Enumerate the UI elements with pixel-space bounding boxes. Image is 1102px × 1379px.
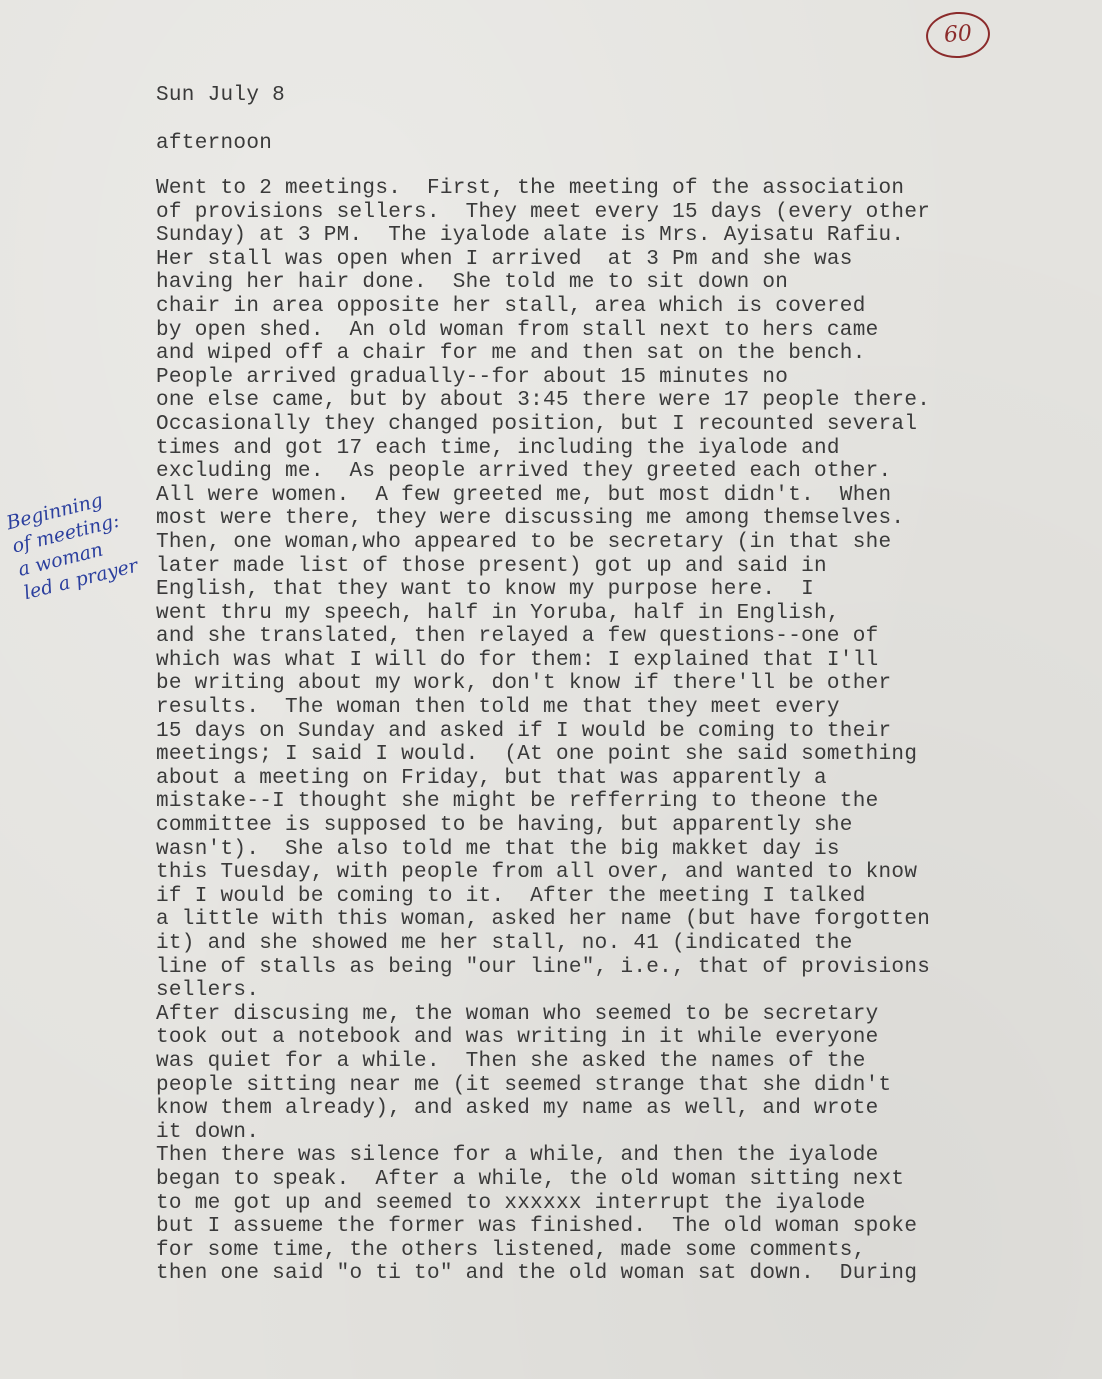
body-line: took out a notebook and was writing in it while everyone bbox=[156, 1026, 879, 1050]
body-line: After discusing me, the woman who seemed to be secretary bbox=[156, 1002, 879, 1026]
body-line: meetings; I said I would. (At one point she said something bbox=[156, 743, 918, 767]
body-line: All were women. A few greeted me, but most didn't. When bbox=[156, 483, 892, 507]
body-line: excluding me. As people arrived they greeted each other. bbox=[156, 460, 892, 484]
body-line: one else came, but by about 3:45 there were 17 people there. bbox=[156, 389, 931, 413]
body-line: a little with this woman, asked her name (but have forgotten bbox=[156, 908, 931, 932]
body-line: of provisions sellers. They meet every 15 days (every other bbox=[156, 200, 931, 224]
handwritten-margin-note: Beginning of meeting: a woman led a prayer bbox=[4, 489, 141, 605]
page-number-circle: 60 bbox=[924, 10, 991, 60]
body-line: People arrived gradually--for about 15 minutes no bbox=[156, 365, 789, 389]
entry-time-of-day: afternoon bbox=[156, 132, 273, 155]
body-line: 15 days on Sunday and asked if I would be coming to their bbox=[156, 719, 892, 743]
body-line: but I assueme the former was finished. The old woman spoke bbox=[156, 1215, 918, 1239]
body-line: mistake--I thought she might be refferring to theone the bbox=[156, 790, 879, 814]
body-line: about a meeting on Friday, but that was apparently a bbox=[156, 766, 827, 790]
body-line: line of stalls as being "our line", i.e., that of provisions bbox=[156, 955, 931, 979]
body-line: most were there, they were discussing me among themselves. bbox=[156, 507, 905, 531]
body-line: by open shed. An old woman from stall next to hers came bbox=[156, 318, 879, 342]
body-line: results. The woman then told me that they meet every bbox=[156, 696, 840, 720]
body-line: which was what I will do for them: I explained that I'll bbox=[156, 648, 879, 672]
body-line: this Tuesday, with people from all over, and wanted to know bbox=[156, 861, 918, 885]
body-line: and wiped off a chair for me and then sat on the bench. bbox=[156, 342, 866, 366]
body-line: know them already), and asked my name as well, and wrote bbox=[156, 1097, 879, 1121]
body-line: Went to 2 meetings. First, the meeting of the association bbox=[156, 177, 905, 200]
body-line: people sitting near me (it seemed strange that she didn't bbox=[156, 1073, 892, 1097]
body-line: Then, one woman,who appeared to be secretary (in that she bbox=[156, 530, 892, 554]
body-line: then one said "o ti to" and the old woman sat down. During bbox=[156, 1262, 918, 1286]
body-line: sellers. bbox=[156, 979, 260, 1003]
body-line: chair in area opposite her stall, area which is covered bbox=[156, 294, 866, 318]
body-line: times and got 17 each time, including the iyalode and bbox=[156, 436, 840, 460]
body-line: went thru my speech, half in Yoruba, half in English, bbox=[156, 601, 840, 625]
body-line: later made list of those present) got up and said in bbox=[156, 554, 827, 578]
body-line: having her hair done. She told me to sit down on bbox=[156, 271, 789, 295]
body-line: Occasionally they changed position, but I recounted several bbox=[156, 412, 918, 436]
body-line: Her stall was open when I arrived at 3 Pm and she was bbox=[156, 247, 853, 271]
body-line: for some time, the others listened, made some comments, bbox=[156, 1238, 866, 1262]
body-line: be writing about my work, don't know if there'll be other bbox=[156, 672, 892, 696]
body-line: and she translated, then relayed a few questions--one of bbox=[156, 625, 879, 649]
body-line: Then there was silence for a while, and then the iyalode bbox=[156, 1144, 879, 1168]
body-line: Sunday) at 3 PM. The iyalode alate is Mrs. Ayisatu Rafiu. bbox=[156, 224, 905, 248]
body-line: was quiet for a while. Then she asked the names of the bbox=[156, 1049, 866, 1073]
body-line: to me got up and seemed to xxxxxx interrupt the iyalode bbox=[156, 1191, 866, 1215]
body-line: English, that they want to know my purpose here. I bbox=[156, 578, 815, 602]
body-line: it down. bbox=[156, 1120, 260, 1144]
entry-date: Sun July 8 bbox=[156, 84, 286, 107]
body-line: committee is supposed to be having, but apparently she bbox=[156, 814, 853, 838]
body-line: wasn't). She also told me that the big makket day is bbox=[156, 837, 840, 861]
typed-body-text bbox=[156, 177, 930, 1286]
body-line: began to speak. After a while, the old woman sitting next bbox=[156, 1167, 905, 1191]
body-line: it) and she showed me her stall, no. 41 (indicated the bbox=[156, 932, 853, 955]
body-line: if I would be coming to it. After the meeting I talked bbox=[156, 884, 866, 908]
